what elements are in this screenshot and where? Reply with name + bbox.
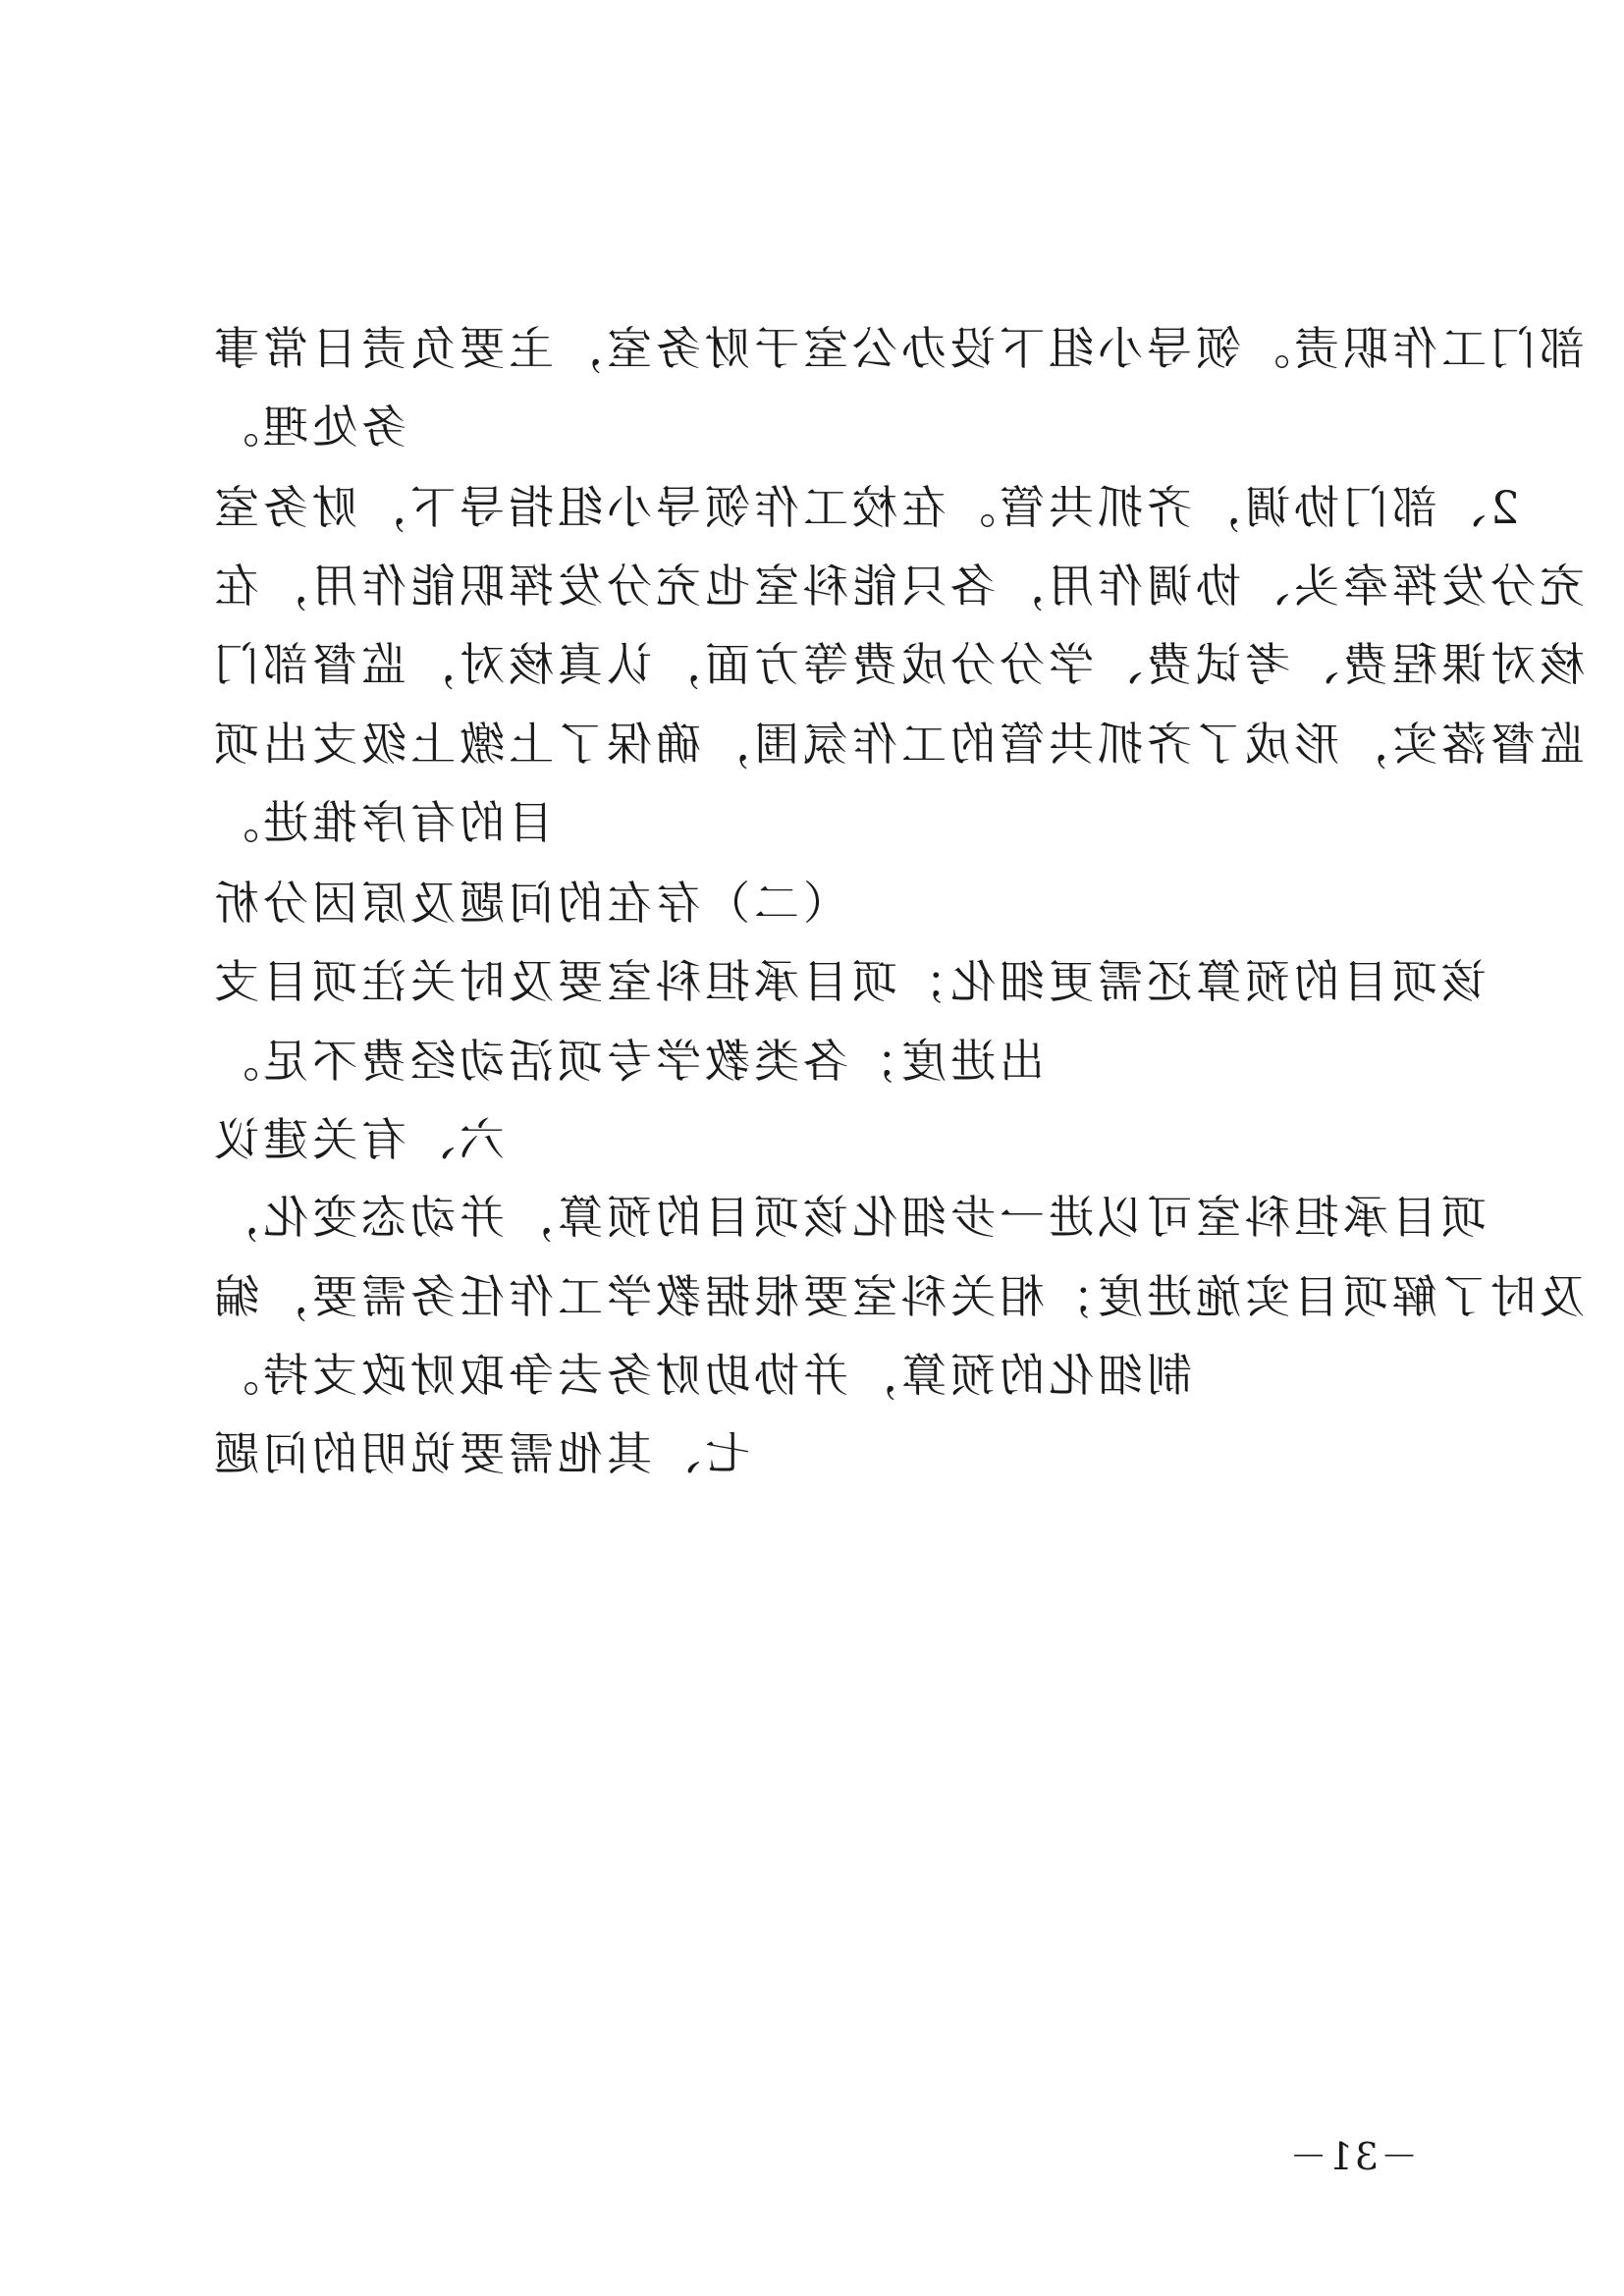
section-heading: 六、有关建议 [210,1113,505,1166]
body-text-line: 制细化的预算，并协助财务去争取财政支持。 [210,1349,1192,1402]
body-text-line: 监督落实，形成了齐抓共管的工作氛围，确保了上缴上级支出项 [210,718,1585,771]
body-text-line: 部门工作职责。领导小组下设办公室于财务室，主要负责日常事 [210,322,1585,375]
section-heading: （二）存在的问题及原因分析 [210,877,848,930]
page-number: －31－ [1287,2135,1418,2178]
body-text-line: 目的有序推进。 [210,796,554,849]
body-text-line: 出进度；各类教学专项活动经费不足。 [210,1035,1045,1088]
section-heading: 七、其他需要说明的问题 [210,1427,750,1480]
body-text-line: 务处理。 [210,400,406,454]
body-text-line: 2、部门协调，齐抓共管。在校工作领导小组指导下，财务室 [210,481,1520,534]
body-text-line: 充分发挥牵头、协调作用，各只能科室也充分发挥职能作用，在 [210,560,1585,613]
body-text-line: 项目承担科室可以进一步细化该项目的预算，并动态变化， [210,1191,1487,1244]
body-text-line: 核对课程费、考试费、学分分成费等方面，认真核对，监督部门 [210,638,1585,691]
body-text-line: 及时了解项目实施进度；相关科室要根据教学工作任务需要，编 [210,1270,1585,1323]
body-text-line: 该项目的预算还需更细化；项目承担科室要及时关注项目支 [210,955,1487,1008]
